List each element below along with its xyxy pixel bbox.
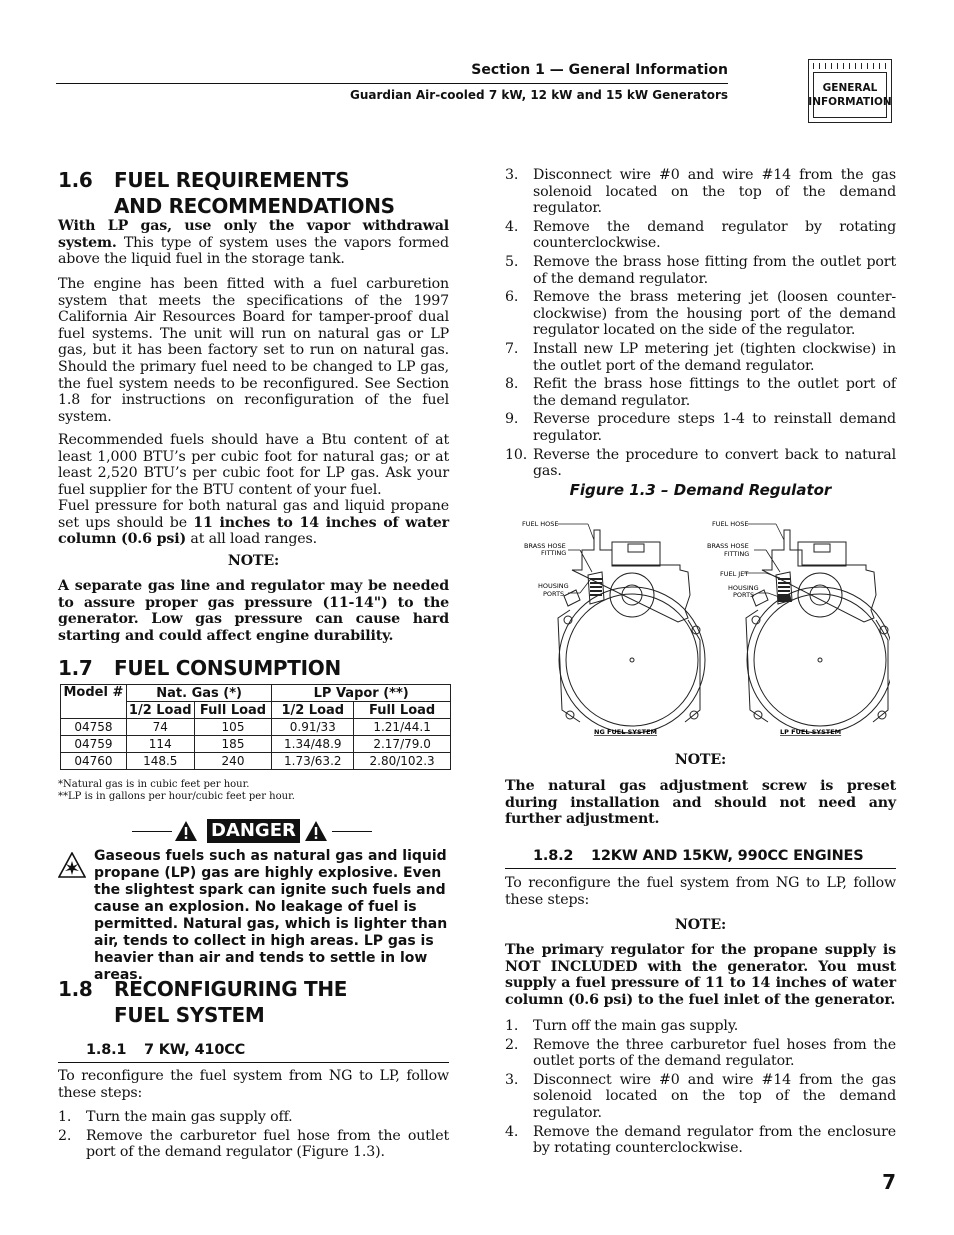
- lp-regulator-drawing: [746, 530, 890, 733]
- fuel-consumption-table: [60, 684, 451, 770]
- pressure-text-c: at all load ranges.: [186, 531, 318, 548]
- step-text: Remove the brass hose fitting from the outlet port of the demand regulator.: [533, 253, 896, 287]
- step-text: Remove the three carburetor fuel hoses from the outlet ports of the demand regulator.: [533, 1036, 896, 1070]
- step-text: Install new LP metering jet (tighten clockwise) in the outlet port of the demand regulator.: [533, 340, 896, 374]
- note-primary-regulator: The primary regulator for the propane supply is NOT INCLUDED with the generator. You must supply a fuel pressure of 11 to 14 inches of water column (0.6 psi) to the fuel inlet of the generator.: [505, 942, 896, 1008]
- ng-fuel-system-title: NG FUEL SYSTEM: [594, 728, 658, 736]
- col-header-half-load: 1/2 Load: [272, 702, 354, 719]
- step-number: 3.: [505, 1071, 519, 1088]
- table-row: [61, 736, 451, 753]
- lp-warning-bold: With LP gas, use only the vapor withdrawal system.: [58, 218, 449, 251]
- step-number: 8.: [505, 376, 519, 393]
- col-header-full-load: Full Load: [354, 702, 451, 719]
- subheading-title: 7 KW, 410CC: [144, 1042, 246, 1058]
- step-text: Disconnect wire #0 and wire #14 from the gas solenoid located on the top of the demand regulator.: [533, 1071, 896, 1121]
- steps-7kw-continued: [505, 167, 896, 482]
- tab-label-line2: INFORMATION: [808, 96, 892, 108]
- cell-model: 04760: [61, 753, 127, 770]
- subheading-number: 1.8.2: [533, 848, 574, 864]
- list-item: [505, 1072, 896, 1122]
- list-item: [505, 219, 896, 252]
- list-item: [505, 1124, 896, 1157]
- warning-triangle-icon: [304, 820, 328, 842]
- cell-model: 04758: [61, 719, 127, 736]
- cell-value: 0.91/33: [272, 719, 354, 736]
- note-label: NOTE:: [227, 553, 280, 569]
- list-item: [505, 376, 896, 409]
- footnote-lp: **LP is in gallons per hour/cubic feet per hour.: [58, 791, 295, 802]
- cell-value: 1.73/63.2: [272, 753, 354, 770]
- note-label: NOTE:: [674, 917, 727, 933]
- heading-title: FUEL REQUIREMENTS: [114, 168, 350, 192]
- subheading-1-8-2: [533, 848, 896, 864]
- col-header-half-load: 1/2 Load: [126, 702, 194, 719]
- tab-label-line1: GENERAL: [822, 82, 878, 94]
- figure-caption: Figure 1.3 – Demand Regulator: [569, 481, 832, 499]
- step-text: Turn off the main gas supply.: [533, 1018, 739, 1034]
- step-number: 5.: [505, 253, 519, 270]
- heading-title: RECONFIGURING THE: [114, 977, 348, 1001]
- footnote-natural-gas: *Natural gas is in cubic feet per hour.: [58, 779, 250, 790]
- ng-regulator-drawing: [558, 530, 705, 733]
- section-header: Section 1 — General Information: [471, 62, 728, 78]
- list-item: [505, 1037, 896, 1070]
- cell-value: 114: [126, 736, 194, 753]
- cell-value: 105: [194, 719, 272, 736]
- step-number: 2.: [505, 1036, 519, 1053]
- list-item: [505, 447, 896, 480]
- lp-brass-hose-label: BRASS HOSE: [707, 542, 749, 550]
- ng-fitting-label: FITTING: [541, 549, 567, 557]
- cell-value: 240: [194, 753, 272, 770]
- warning-triangle-icon: [174, 820, 198, 842]
- step-text: Refit the brass hose fittings to the outlet port of the demand regulator.: [533, 376, 896, 409]
- step-text: Remove the brass metering jet (loosen counter-clockwise) from the housing port of the demand regulator located on the side of the regulator.: [533, 289, 896, 339]
- cell-value: 74: [126, 719, 194, 736]
- cell-value: 1.34/48.9: [272, 736, 354, 753]
- lp-fuel-hose-label: FUEL HOSE: [712, 520, 749, 528]
- heading-number: 1.6: [58, 168, 93, 192]
- lp-warning-rest: This type of system uses the vapors formed above the liquid fuel in the storage tank.: [58, 234, 449, 268]
- pressure-text-a: Fuel pressure for both natural gas and liquid propane set ups should be: [58, 498, 449, 531]
- heading-number: 1.7: [58, 656, 93, 680]
- paragraph-fuel-pressure: [58, 498, 449, 548]
- paragraph-carburetion: The engine has been fitted with a fuel carburetion system that meets the specifications of the 1997 California Air Resources Board for tamper-proof dual fuel systems. The unit will run on natural gas or LP gas, but it has been factory set to run on natural gas. Should the primary fuel need to be changed to LP gas, the fuel system needs to be reconfigured. See Section 1.8 for instructions on reconfiguration of the fuel system.: [58, 276, 449, 425]
- col-header-nat-gas: Nat. Gas (*): [126, 685, 272, 702]
- paragraph-intro-7kw: To reconfigure the fuel system from NG to LP, follow these steps:: [58, 1068, 449, 1101]
- step-number: 1.: [505, 1018, 519, 1034]
- ng-brass-hose-label: BRASS HOSE: [524, 542, 566, 550]
- ng-fuel-hose-label: FUEL HOSE: [522, 520, 559, 528]
- demand-regulator-figure: [510, 510, 890, 742]
- table-row: [61, 753, 451, 770]
- document-subtitle: Guardian Air-cooled 7 kW, 12 kW and 15 kW Generators: [349, 88, 728, 102]
- note-label: NOTE:: [674, 752, 727, 768]
- cell-value: 2.17/79.0: [354, 736, 451, 753]
- heading-1-8: [58, 976, 458, 1028]
- steps-990cc: [505, 1018, 896, 1159]
- heading-1-6: [58, 167, 458, 219]
- cell-value: 185: [194, 736, 272, 753]
- paragraph-lp-vapor: [58, 218, 449, 268]
- lp-fuel-jet-label: FUEL JET: [720, 570, 749, 578]
- step-number: 4.: [505, 1123, 519, 1140]
- paragraph-intro-990cc: To reconfigure the fuel system from NG to LP, follow these steps:: [505, 875, 896, 908]
- list-item: [58, 1128, 449, 1161]
- steps-7kw: [58, 1109, 449, 1163]
- step-number: 9.: [505, 411, 519, 428]
- list-item: [505, 1018, 896, 1035]
- col-header-full-load: Full Load: [194, 702, 272, 719]
- step-number: 6.: [505, 289, 519, 306]
- list-item: [505, 289, 896, 339]
- lp-fuel-system-title: LP FUEL SYSTEM: [780, 728, 842, 736]
- list-item: [58, 1109, 449, 1126]
- step-text: Remove the carburetor fuel hose from the outlet port of the demand regulator (Figure 1.3).: [86, 1127, 449, 1161]
- page-number: 7: [882, 1170, 896, 1194]
- ng-ports-label: PORTS: [543, 590, 565, 598]
- cell-value: 2.80/102.3: [354, 753, 451, 770]
- step-number: 2.: [58, 1127, 72, 1144]
- ng-housing-label: HOUSING: [538, 582, 569, 590]
- lp-fitting-label: FITTING: [724, 550, 750, 558]
- table-row: [61, 719, 451, 736]
- danger-rule-right: [332, 831, 372, 832]
- heading-title: FUEL CONSUMPTION: [114, 656, 341, 680]
- step-text: Remove the demand regulator by rotating counterclockwise.: [533, 218, 896, 252]
- subheading-rule: [58, 1062, 449, 1063]
- pressure-text-bold: 11 inches to 14 inches of water column (0.6 psi): [58, 514, 449, 548]
- heading-number: 1.8: [58, 977, 93, 1001]
- cell-value: 1.21/44.1: [354, 719, 451, 736]
- col-header-model: Model #: [61, 685, 127, 719]
- danger-label: DANGER: [207, 819, 300, 843]
- explosion-hazard-icon: [58, 852, 86, 878]
- heading-title-line2: FUEL SYSTEM: [114, 1003, 265, 1027]
- subheading-rule: [505, 868, 896, 869]
- list-item: [505, 341, 896, 374]
- danger-message: Gaseous fuels such as natural gas and liquid propane (LP) gas are highly explosive. Even the slightest spark can ignite such fuels and cause an explosion. No leakage of fuel is permitted. Natural gas, which is lighter than air, tends to collect in high areas. LP gas is heavier than air and tends to settle in low areas.: [94, 848, 448, 983]
- step-number: 4.: [505, 218, 519, 235]
- subheading-1-8-1: [86, 1042, 449, 1058]
- note-adjustment-screw: The natural gas adjustment screw is preset during installation and should not need any further adjustment.: [505, 778, 896, 828]
- danger-rule-left: [132, 831, 172, 832]
- list-item: [505, 254, 896, 287]
- subheading-title: 12KW AND 15KW, 990CC ENGINES: [591, 848, 864, 864]
- lp-ports-label: PORTS: [733, 591, 755, 599]
- heading-title-line2: AND RECOMMENDATIONS: [114, 194, 395, 218]
- cell-value: 148.5: [126, 753, 194, 770]
- step-number: 7.: [505, 340, 519, 357]
- col-header-lp-vapor: LP Vapor (**): [272, 685, 451, 702]
- paragraph-btu: Recommended fuels should have a Btu content of at least 1,000 BTU’s per cubic foot for natural gas; or at least 2,520 BTU’s per cubic foot for LP gas. Ask your fuel supplier for the BTU content of your fuel.: [58, 432, 449, 498]
- step-text: Reverse procedure steps 1-4 to reinstall demand regulator.: [533, 411, 896, 444]
- ng-hatching: [590, 578, 602, 596]
- step-text: Disconnect wire #0 and wire #14 from the gas solenoid located on the top of the demand regulator.: [533, 167, 896, 217]
- step-text: Remove the demand regulator from the enclosure by rotating counterclockwise.: [533, 1123, 896, 1157]
- step-number: 3.: [505, 167, 519, 183]
- list-item: [505, 167, 896, 217]
- cell-model: 04759: [61, 736, 127, 753]
- section-tab: [808, 59, 892, 123]
- subheading-number: 1.8.1: [86, 1042, 127, 1058]
- note-gas-pressure: A separate gas line and regulator may be needed to assure proper gas pressure (11-14") to the generator. Low gas pressure can cause hard starting and could affect engine durability.: [58, 578, 449, 644]
- heading-1-7: [58, 655, 458, 681]
- step-text: Turn the main gas supply off.: [86, 1109, 293, 1125]
- list-item: [505, 411, 896, 444]
- lp-housing-label: HOUSING: [728, 584, 759, 592]
- step-number: 10.: [505, 446, 528, 463]
- tab-ruler-marks: [813, 63, 887, 69]
- step-number: 1.: [58, 1109, 72, 1125]
- header-rule: [56, 83, 728, 84]
- step-text: Reverse the procedure to convert back to natural gas.: [533, 446, 896, 480]
